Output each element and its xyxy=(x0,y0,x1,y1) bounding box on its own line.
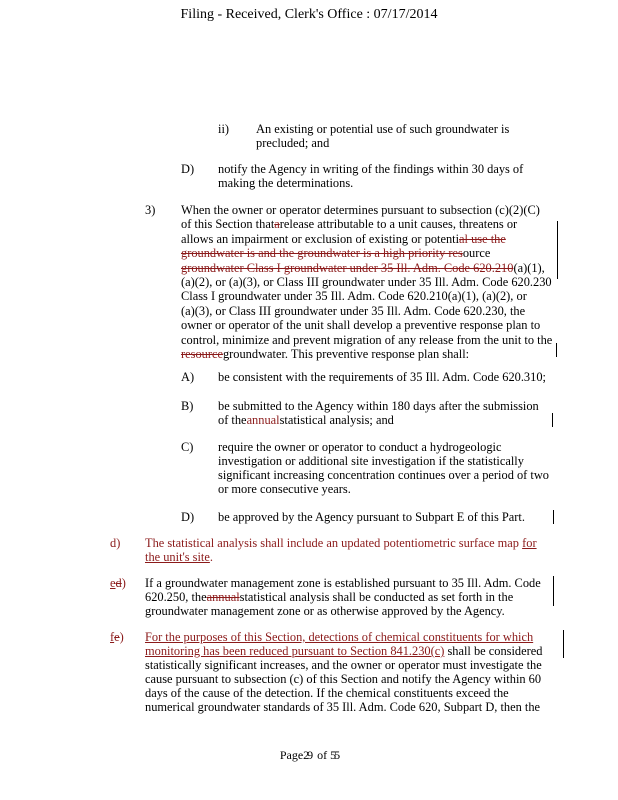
item-3a-label: A) xyxy=(181,370,195,384)
page-footer xyxy=(0,748,618,762)
item-3-line: resourcegroundwater. This preventive response plan shall: xyxy=(181,347,470,362)
item-3c-line4: or more consecutive years. xyxy=(218,482,351,496)
item-3c-line1: require the owner or operator to conduct a hydrogeologic xyxy=(218,440,502,454)
change-bar xyxy=(553,576,554,606)
item-d1-line1: notify the Agency in writing of the findings within 30 days of xyxy=(218,162,524,176)
item-ii-line1: An existing or potential use of such groundwater is xyxy=(256,122,510,136)
page-number: 29 xyxy=(303,748,312,762)
item-3-label: 3) xyxy=(145,203,156,217)
item-3b-label: B) xyxy=(181,399,194,413)
page-label: Page xyxy=(279,748,304,762)
item-d1-label: D) xyxy=(181,162,195,176)
item-3c-line3: significant increasing concentration continues over a period of two xyxy=(218,468,549,482)
item-3d-label: D) xyxy=(181,510,195,524)
item-ii-line2: precluded; and xyxy=(256,136,330,150)
filing-header: Filing - Received, Clerk's Office : 07/17/2014 xyxy=(180,7,438,22)
item-3-line: allows an impairment or exclusion of existing or potential use the xyxy=(181,231,506,246)
item-3-line: of this Section thatarelease attributable to a unit causes, threatens or xyxy=(181,217,518,232)
item-f-line1: For the purposes of this Section, detections of chemical constituents for which xyxy=(145,630,534,644)
item-3-line: Class I groundwater under 35 Ill. Adm. Code 620.210(a)(1), (a)(2), or xyxy=(181,289,527,304)
item-e-line2: 620.250, theannualstatistical analysis shall be conducted as set forth in the xyxy=(145,590,514,604)
item-3-line: control, minimize and prevent migration of any release from the unit to the xyxy=(181,332,553,347)
item-3b-line1: be submitted to the Agency within 180 days after the submission xyxy=(218,399,539,413)
item-f-label: fe) xyxy=(110,630,124,644)
item-d-line1: The statistical analysis shall include an updated potentiometric surface map for xyxy=(145,536,537,550)
change-bar xyxy=(556,343,557,357)
item-ii-label: ii) xyxy=(218,122,230,136)
item-3-paragraph xyxy=(181,203,601,361)
item-3a-text: be consistent with the requirements of 35 Ill. Adm. Code 620.310; xyxy=(218,370,546,384)
item-3-line: (a)(3), or Class III groundwater under 35 Ill. Adm. Code 620.230, the xyxy=(181,303,526,318)
item-3c-label: C) xyxy=(181,440,194,454)
item-f-line2: monitoring has been reduced pursuant to Section 841.230(c) shall be considered xyxy=(145,644,543,658)
change-bar xyxy=(557,221,558,279)
item-3-line: groundwater Class I groundwater under 35 Ill. Adm. Code 620.210(a)(1), xyxy=(181,260,545,275)
item-d-label: d) xyxy=(110,536,121,550)
item-3-line: groundwater is and the groundwater is a high priority resource xyxy=(181,246,491,261)
item-e-label: ed) xyxy=(110,576,126,590)
item-f-line6: numerical groundwater standards of 35 Ill. Adm. Code 620, Subpart D, then the xyxy=(145,700,541,714)
item-3c-line2: investigation or additional site investigation if the statistically xyxy=(218,454,524,468)
item-f-line4: cause pursuant to subsection (c) of this Section and notify the Agency within 60 xyxy=(145,672,542,686)
of-label: of xyxy=(317,748,328,762)
item-d1-line2: making the determinations. xyxy=(218,176,354,190)
item-f-line3: statistically significant increases, and the owner or operator must investigate the xyxy=(145,658,542,672)
item-3-line: owner or operator of the unit shall develop a preventive response plan to xyxy=(181,318,541,333)
change-bar xyxy=(552,413,553,427)
change-bar xyxy=(553,510,554,524)
item-3b-line2: of theannualstatistical analysis; and xyxy=(218,413,394,427)
item-e-line3: groundwater management zone or as otherwise approved by the Agency. xyxy=(145,604,505,618)
item-e-line1: If a groundwater management zone is established pursuant to 35 Ill. Adm. Code xyxy=(145,576,541,590)
item-f-line5: days of the cause of the detection. If the chemical constituents exceed the xyxy=(145,686,509,700)
item-3-line: When the owner or operator determines pursuant to subsection (c)(2)(C) xyxy=(181,203,540,217)
change-bar xyxy=(563,630,564,658)
item-3d-text: be approved by the Agency pursuant to Subpart E of this Part. xyxy=(218,510,525,524)
item-d-line2: the unit's site. xyxy=(145,550,213,564)
item-3-line: (a)(2), or (a)(3), or Class III groundwater under 35 Ill. Adm. Code 620.230 xyxy=(181,275,552,290)
page-total: 55 xyxy=(330,748,339,762)
